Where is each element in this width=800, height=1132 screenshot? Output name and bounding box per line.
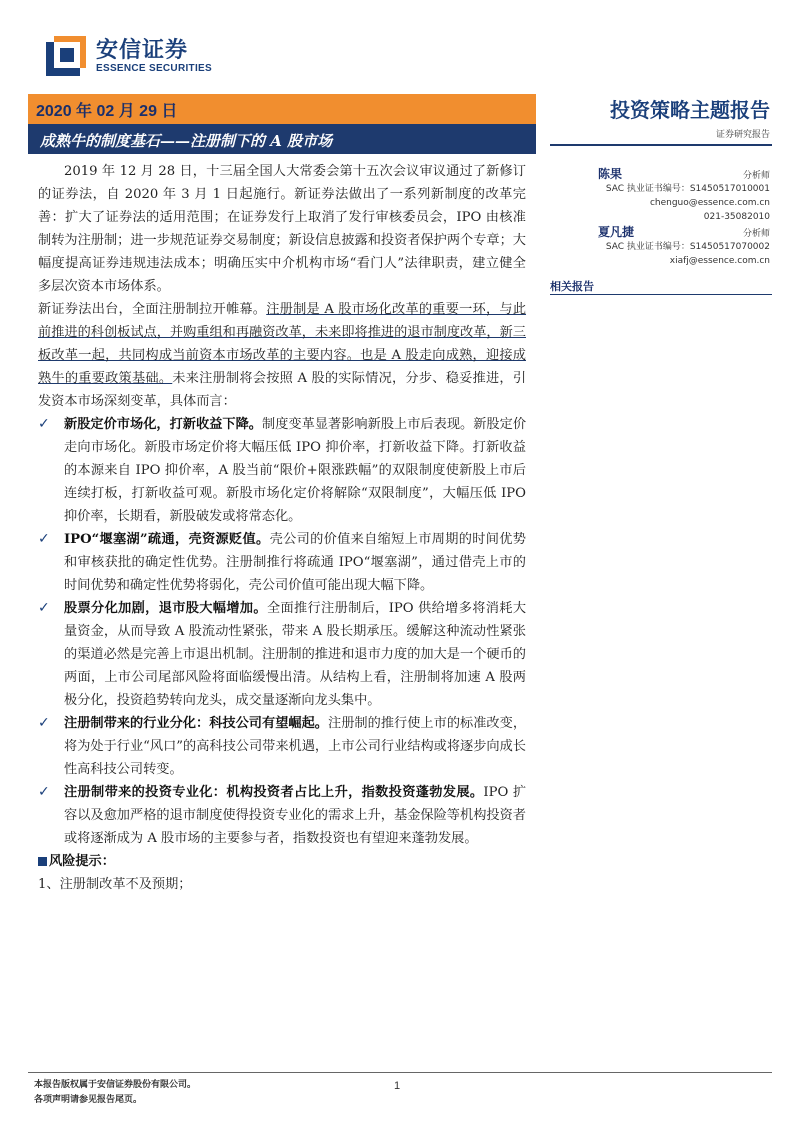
check-icon: ✓ <box>38 531 50 547</box>
analyst-name: 夏凡捷 <box>598 225 635 239</box>
footer-notice: 各项声明请参见报告尾页。 <box>34 1095 143 1105</box>
bullet-title: 股票分化加剧，退市股大幅增加。 <box>64 601 267 616</box>
reform-lead: 新证券法出台，全面注册制拉开帷幕。 <box>38 302 267 317</box>
bullet-title: 注册制带来的投资专业化：机构投资者占比上升，指数投资蓬勃发展。 <box>64 785 484 800</box>
bullet-text: 制度变革显著影响新股上市后表现。新股定价走向市场化。新股市场定价将大幅压低 IPO 抑价率，打新收益下降。打新收益的本源来自 IPO 抑价率，A 股当前“限价+限涨跌幅”的双限制度使新股上市后连续打板，打新收益可观。新股市场化定价将解除“双限制度”，大幅压低 IPO 抑价率，长期看，新股破发或将常态化。 <box>64 417 527 524</box>
check-icon: ✓ <box>38 784 50 800</box>
sidebar-divider <box>550 144 772 146</box>
bullet-text: 注册制的推行使上市的标准改变，将为处于行业“风口”的高科技公司带来机遇，上市公司行业结构或将逐步向成长性高科技公司转变。 <box>64 716 527 777</box>
brand-name-en: ESSENCE SECURITIES <box>96 62 212 74</box>
report-title: 成熟牛的制度基石——注册制下的 A 股市场 <box>40 132 333 150</box>
bullet-title: 注册制带来的行业分化：科技公司有望崛起。 <box>64 716 329 731</box>
footer-copyright: 本报告版权属于安信证券股份有限公司。 <box>34 1080 197 1090</box>
bullet-item <box>38 528 526 597</box>
check-icon: ✓ <box>38 416 50 432</box>
bullet-item <box>38 413 526 528</box>
analyst-email[interactable]: chenguo@essence.com.cn <box>649 198 770 208</box>
analyst-sac: SAC 执业证书编号：S1450517070002 <box>605 242 770 252</box>
bullet-item <box>38 597 526 712</box>
check-icon: ✓ <box>38 600 50 616</box>
bullet-text: 壳公司的价值来自缩短上市周期的时间优势和审核获批的确定性优势。注册制推行将疏通 IPO“堰塞湖”，通过借壳上市的时间优势和确定性优势将弱化，壳公司价值可能出现大幅下降。 <box>64 532 526 593</box>
report-type: 投资策略主题报告 <box>610 98 770 122</box>
analyst-sac: SAC 执业证书编号：S1450517010001 <box>605 184 770 194</box>
bullet-text: IPO 扩容以及愈加严格的退市制度使得投资专业化的需求上升，基金保险等机构投资者或将逐渐成为 A 股市场的主要参与者，指数投资也有望迎来蓬勃发展。 <box>64 785 527 846</box>
reform-highlight: 注册制是 A 股市场化改革的重要一环，与此前推进的科创板试点，并购重组和再融资改革，未来即将推进的退市制度改革，新三板改革一起，共同构成当前资本市场改革的主要内容。也是 A 股走向成熟，迎接成熟牛的重要政策基础。 <box>38 302 527 386</box>
square-bullet-icon <box>38 857 47 866</box>
report-body <box>38 160 526 896</box>
essence-logo-icon <box>44 34 88 78</box>
bullet-item <box>38 712 526 781</box>
reform-paragraph <box>38 298 526 413</box>
report-subtype: 证券研究报告 <box>715 130 770 140</box>
intro-paragraph: 2019 年 12 月 28 日，十三届全国人大常委会第十五次会议审议通过了新修订的证券法，自 2020 年 3 月 1 日起施行。新证券法做出了一系列新制度的改革完善：扩大了证券法的适用范围；在证券发行上取消了发行审核委员会，IPO 由核准制转为注册制；进一步规范证券交易制度；新设信息披露和投资者保护两个专章；大幅度提高证券违规违法成本；明确压实中介机构市场“看门人”法律职责，建立健全多层次资本市场体系。 <box>38 164 526 294</box>
bullet-title: 新股定价市场化，打新收益下降。 <box>64 417 263 432</box>
analyst-name: 陈果 <box>598 167 623 181</box>
analyst-role: 分析师 <box>742 229 770 239</box>
risk-title: 风险提示： <box>49 854 115 869</box>
report-date: 2020 年 02 月 29 日 <box>36 103 178 120</box>
page-number: 1 <box>394 1080 401 1092</box>
brand-name-cn: 安信证券 <box>96 37 189 63</box>
bullet-title: IPO“堰塞湖”疏通，壳资源贬值。 <box>64 532 270 547</box>
brand-logo <box>44 34 212 78</box>
related-divider <box>550 294 772 295</box>
check-icon: ✓ <box>38 715 50 731</box>
related-reports-heading: 相关报告 <box>550 280 594 293</box>
footer-disclaimer <box>34 1078 196 1108</box>
bullet-item <box>38 781 526 850</box>
risk-item: 1、注册制改革不及预期； <box>38 877 192 892</box>
analyst-role: 分析师 <box>742 171 770 181</box>
analyst-card <box>560 223 770 268</box>
footer-divider <box>28 1072 772 1073</box>
risk-heading <box>38 850 526 873</box>
analyst-phone: 021-35082010 <box>703 212 770 222</box>
analyst-email[interactable]: xiafj@essence.com.cn <box>669 256 770 266</box>
bullet-text: 全面推行注册制后，IPO 供给增多将消耗大量资金，从而导致 A 股流动性紧张，带来 A 股长期承压。缓解这种流动性紧张的渠道必然是完善上市退出机制。注册制的推进和退市力度的加大是一个硬币的两面，上市公司尾部风险将面临缓慢出清。从结构上看，注册制将加速 A 股两极分化，投资趋势转向龙头，成交量逐渐向龙头集中。 <box>64 601 527 708</box>
reform-tail: 未来注册制将会按照 A 股的实际情况，分步、稳妥推进，引发资本市场深刻变革，具体而言： <box>38 371 527 409</box>
analyst-card <box>560 165 770 224</box>
